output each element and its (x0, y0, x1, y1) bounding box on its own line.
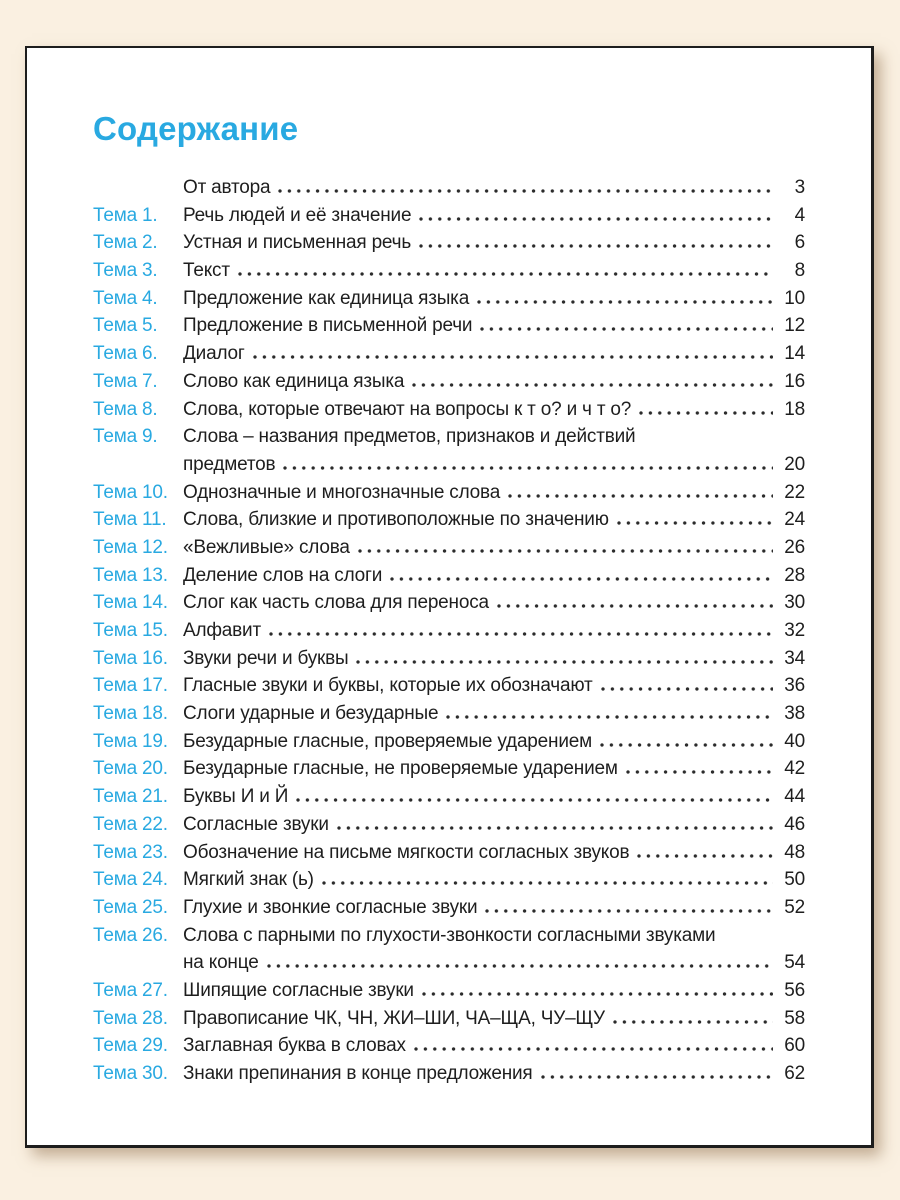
toc-entry-page: 20 (784, 453, 805, 475)
toc-entry-page: 52 (784, 896, 805, 918)
toc-entry (93, 288, 805, 316)
toc-entry-label: Тема 15. (93, 620, 168, 641)
toc-entry (93, 482, 805, 510)
dot-leader (356, 659, 773, 665)
dot-leader (600, 742, 773, 748)
toc-entry-title: «Вежливые» слова (183, 536, 350, 558)
dot-leader (422, 991, 773, 997)
toc-entry (93, 648, 805, 676)
dot-leader (485, 908, 773, 914)
toc-entry-label: Тема 6. (93, 343, 158, 365)
toc-entry-title: Слова, которые отвечают на вопросы к т о? и ч т о? (183, 398, 632, 420)
toc-entry-label: Тема 24. (93, 869, 168, 891)
toc-entry-title: Шипящие согласные звуки (183, 979, 414, 1001)
dot-leader (480, 326, 773, 332)
toc-entry-page: 58 (784, 1007, 805, 1029)
toc-entry-title: Диалог (183, 343, 245, 365)
toc-entry-title: Правописание ЧК, ЧН, ЖИ–ШИ, ЧА–ЩА, ЧУ–ЩУ (183, 1007, 605, 1029)
toc-entry-label: Тема 14. (93, 592, 168, 614)
toc-entry (93, 814, 805, 842)
toc-entry (93, 205, 805, 233)
toc-entry-title: Глухие и звонкие согласные звуки (183, 896, 478, 918)
toc-entry-title: Предложение как единица языка (183, 287, 470, 309)
toc-entry (93, 1008, 805, 1036)
toc-entry-label: Тема 16. (93, 647, 168, 669)
dot-leader (508, 493, 773, 499)
page-title: Содержание (93, 110, 299, 147)
toc-entry-page: 12 (784, 315, 805, 337)
dot-leader (497, 603, 773, 609)
toc-entry-page: 22 (784, 481, 805, 503)
toc-entry (93, 232, 805, 260)
toc-entry-title: Заглавная буква в словах (183, 1035, 406, 1057)
toc-entry (93, 260, 805, 288)
toc-entry-title: Слоги ударные и безударные (183, 703, 439, 725)
toc-entry-page: 54 (784, 952, 805, 974)
book-page (25, 46, 874, 1148)
toc-entry-title: Звуки речи и буквы (183, 647, 349, 669)
toc-entry-label: Тема 29. (93, 1035, 168, 1057)
toc-entry (93, 592, 805, 620)
dot-leader (390, 576, 773, 582)
toc-entry-page: 16 (784, 370, 805, 392)
toc-entry (93, 1035, 805, 1063)
toc-entry-title: Мягкий знак (ь) (183, 869, 314, 891)
dot-leader (419, 243, 773, 249)
toc-entry (93, 454, 805, 482)
toc-entry-page: 3 (794, 177, 805, 198)
dot-leader (626, 769, 773, 775)
toc-entry (93, 537, 805, 565)
toc-entry-page: 26 (784, 536, 805, 558)
toc-entry-title: Знаки препинания в конце предложения (183, 1063, 533, 1084)
toc-entry-label: Тема 4. (93, 287, 158, 309)
toc-entry-label: Тема 28. (93, 1007, 168, 1029)
dot-leader (283, 465, 773, 471)
toc-entry-page: 34 (784, 647, 805, 669)
toc-entry-page: 40 (784, 730, 805, 752)
dot-leader (322, 880, 773, 886)
toc-entry-page: 38 (784, 703, 805, 725)
toc-entry (93, 758, 805, 786)
toc-entry-title: Согласные звуки (183, 813, 329, 835)
toc-entry-label: Тема 12. (93, 536, 168, 558)
toc-entry (93, 343, 805, 371)
toc-entry-label: Тема 22. (93, 813, 168, 835)
toc-entry-page: 60 (784, 1035, 805, 1057)
toc-entry-label: Тема 26. (93, 924, 168, 946)
dot-leader (541, 1074, 774, 1080)
toc-entry-page: 6 (794, 232, 805, 254)
toc-entry-label: Тема 27. (93, 979, 168, 1001)
toc-entry-label: Тема 5. (93, 315, 158, 337)
toc-entry (93, 509, 805, 537)
toc-entry (93, 980, 805, 1008)
toc-entry (93, 565, 805, 593)
toc-entry-title: Текст (183, 260, 230, 282)
toc-entry-page: 56 (784, 979, 805, 1001)
toc-entry-title: От автора (183, 177, 271, 198)
toc-entry (93, 925, 805, 953)
toc-entry-page: 10 (784, 287, 805, 309)
toc-entry (93, 620, 805, 648)
toc-entry-title: Слова с парными по глухости-звонкости согласными звуками (183, 924, 716, 946)
toc-entry-title: Устная и письменная речь (183, 232, 412, 254)
toc-entry-title: Однозначные и многозначные слова (183, 481, 501, 503)
toc-entry-label: Тема 3. (93, 260, 158, 282)
toc-entry-page: 50 (784, 869, 805, 891)
toc-entry-label: Тема 21. (93, 786, 168, 808)
toc-entry (93, 952, 805, 980)
toc-entry-label: Тема 11. (93, 509, 167, 531)
toc-entry-page: 48 (784, 841, 805, 863)
toc-entry (93, 315, 805, 343)
toc-entry-label: Тема 2. (93, 232, 158, 254)
toc-list (93, 177, 805, 1091)
dot-leader (477, 299, 773, 305)
dot-leader (337, 825, 773, 831)
toc-entry-label: Тема 9. (93, 426, 158, 448)
toc-entry (93, 399, 805, 427)
toc-entry-label: Тема 23. (93, 841, 168, 863)
dot-leader (358, 548, 773, 554)
toc-entry-title: Слова – названия предметов, признаков и действий (183, 426, 636, 448)
toc-entry-label: Тема 25. (93, 896, 168, 918)
toc-entry-title: Речь людей и её значение (183, 204, 412, 226)
dot-leader (637, 853, 773, 859)
toc-entry-label: Тема 20. (93, 758, 168, 780)
dot-leader (253, 354, 773, 360)
dot-leader (446, 714, 773, 720)
toc-entry-title: предметов (183, 453, 276, 475)
toc-entry-page: 24 (784, 509, 805, 531)
toc-entry-title: Гласные звуки и буквы, которые их обозначают (183, 675, 593, 697)
toc-entry-label: Тема 7. (93, 370, 158, 392)
dot-leader (601, 686, 774, 692)
dot-leader (296, 797, 773, 803)
toc-entry (93, 177, 805, 205)
toc-entry-page: 62 (784, 1063, 805, 1084)
toc-entry-label: Тема 18. (93, 703, 168, 725)
toc-entry (93, 731, 805, 759)
toc-entry-title: Слово как единица языка (183, 370, 405, 392)
toc-entry-title: Деление слов на слоги (183, 564, 383, 586)
dot-leader (414, 1046, 773, 1052)
toc-entry-page: 30 (784, 592, 805, 614)
toc-entry-title: на конце (183, 952, 259, 974)
toc-entry-page: 44 (784, 786, 805, 808)
toc-entry-page: 32 (784, 620, 805, 641)
dot-leader (613, 1019, 773, 1025)
dot-leader (412, 382, 773, 388)
dot-leader (278, 188, 773, 194)
toc-entry-page: 8 (794, 260, 805, 282)
dot-leader (269, 631, 773, 637)
toc-entry-label: Тема 10. (93, 481, 168, 503)
toc-entry-page: 46 (784, 813, 805, 835)
toc-entry-page: 14 (784, 343, 805, 365)
dot-leader (639, 410, 773, 416)
toc-entry (93, 675, 805, 703)
toc-entry-title: Буквы И и Й (183, 786, 289, 808)
toc-entry-page: 18 (784, 398, 805, 420)
toc-entry-label: Тема 19. (93, 730, 168, 752)
toc-entry-title: Алфавит (183, 620, 261, 641)
toc-entry-title: Предложение в письменной речи (183, 315, 473, 337)
toc-entry (93, 426, 805, 454)
toc-entry (93, 897, 805, 925)
toc-entry-page: 4 (794, 204, 805, 226)
toc-entry-label: Тема 1. (93, 204, 158, 226)
toc-entry-title: Слова, близкие и противоположные по значению (183, 509, 609, 531)
toc-entry-title: Безударные гласные, проверяемые ударением (183, 730, 592, 752)
toc-entry-label: Тема 8. (93, 398, 158, 420)
dot-leader (419, 216, 773, 222)
toc-entry-title: Слог как часть слова для переноса (183, 592, 489, 614)
toc-entry-page: 28 (784, 564, 805, 586)
toc-entry-label: Тема 13. (93, 564, 168, 586)
toc-entry (93, 786, 805, 814)
dot-leader (617, 520, 773, 526)
dot-leader (267, 963, 773, 969)
toc-entry (93, 842, 805, 870)
toc-entry (93, 1063, 805, 1091)
toc-entry-label: Тема 30. (93, 1063, 168, 1084)
toc-entry-label: Тема 17. (93, 675, 168, 697)
toc-entry (93, 371, 805, 399)
toc-entry-title: Обозначение на письме мягкости согласных звуков (183, 841, 630, 863)
toc-entry-page: 42 (784, 758, 805, 780)
dot-leader (238, 271, 773, 277)
toc-entry-title: Безударные гласные, не проверяемые ударением (183, 758, 618, 780)
toc-entry-page: 36 (784, 675, 805, 697)
toc-entry (93, 703, 805, 731)
toc-entry (93, 869, 805, 897)
